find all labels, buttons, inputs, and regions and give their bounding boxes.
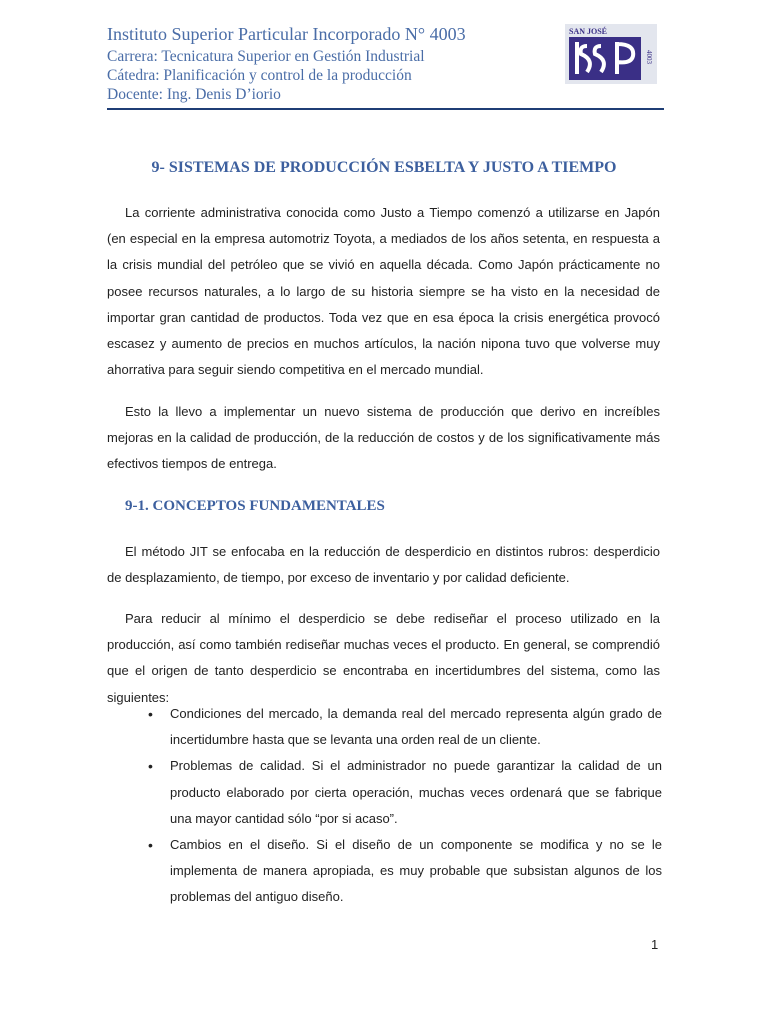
uncertainty-list xyxy=(107,701,662,911)
list-item-text: Cambios en el diseño. Si el diseño de un componente se modifica y no se le implementa de manera apropiada, es muy probable que subsistan algunos de los problemas del antiguo diseño. xyxy=(170,837,662,905)
list-item xyxy=(107,753,662,832)
institution-logo xyxy=(565,24,657,84)
course-line: Cátedra: Planificación y control de la producción xyxy=(107,67,412,84)
logo-side-text: 4003 xyxy=(645,50,653,64)
bullet-icon: • xyxy=(148,837,153,854)
list-item-text: Problemas de calidad. Si el administrador no puede garantizar la calidad de un producto elaborado por cierta operación, muchas veces ordenará que se fabrique una mayor cantidad sólo “por si acaso”. xyxy=(170,758,662,826)
list-item xyxy=(107,832,662,911)
institution-name: Instituto Superior Particular Incorporado N° 4003 xyxy=(107,24,466,44)
page-number: 1 xyxy=(651,937,659,952)
intro-paragraph-1: La corriente administrativa conocida como Justo a Tiempo comenzó a utilizarse en Japón (en especial en la empresa automotriz Toyota, a mediados de los años setenta, en respuesta a la crisis mundial del petróleo que se vivió en aquella década. Como Japón prácticamente no posee recursos naturales, a lo largo de su historia siempre se ha visto en la necesidad de importar gran cantidad de productos. Toda vez que en esa época la crisis energética provocó escasez y aumento de precios en muchos artículos, la nación nipona tuvo que volverse muy ahorrativa para seguir siendo competitiva en el mercado mundial. xyxy=(107,205,660,378)
list-item-text: Condiciones del mercado, la demanda real del mercado representa algún grado de incertidumbre hasta que se levanta una orden real de un cliente. xyxy=(170,706,662,748)
header-divider xyxy=(107,108,664,110)
chapter-title: 9- SISTEMAS DE PRODUCCIÓN ESBELTA Y JUSTO A TIEMPO xyxy=(151,159,617,176)
section-paragraph-2: Para reducir al mínimo el desperdicio se debe rediseñar el proceso utilizado en la producción, así como también rediseñar muchas veces el producto. En general, se comprendió que el origen de tanto desperdicio se encontraba en incertidumbres del sistema, como las siguientes: xyxy=(107,611,660,705)
intro-paragraph-2: Esto la llevo a implementar un nuevo sistema de producción que derivo en increíbles mejoras en la calidad de producción, de la reducción de costos y de los significativamente más efectivos tiempos de entrega. xyxy=(107,404,660,472)
bullet-icon: • xyxy=(148,758,153,775)
list-item xyxy=(107,701,662,753)
section-heading: 9-1. CONCEPTOS FUNDAMENTALES xyxy=(125,498,385,514)
logo-arc-text: SAN JOSÉ xyxy=(569,27,608,36)
teacher-line: Docente: Ing. Denis D’iorio xyxy=(107,86,281,103)
career-line: Carrera: Tecnicatura Superior en Gestión Industrial xyxy=(107,48,425,65)
bullet-icon: • xyxy=(148,706,153,722)
section-paragraph-1: El método JIT se enfocaba en la reducción de desperdicio en distintos rubros: desperdicio de desplazamiento, de tiempo, por exceso de inventario y por calidad deficiente. xyxy=(107,544,660,586)
